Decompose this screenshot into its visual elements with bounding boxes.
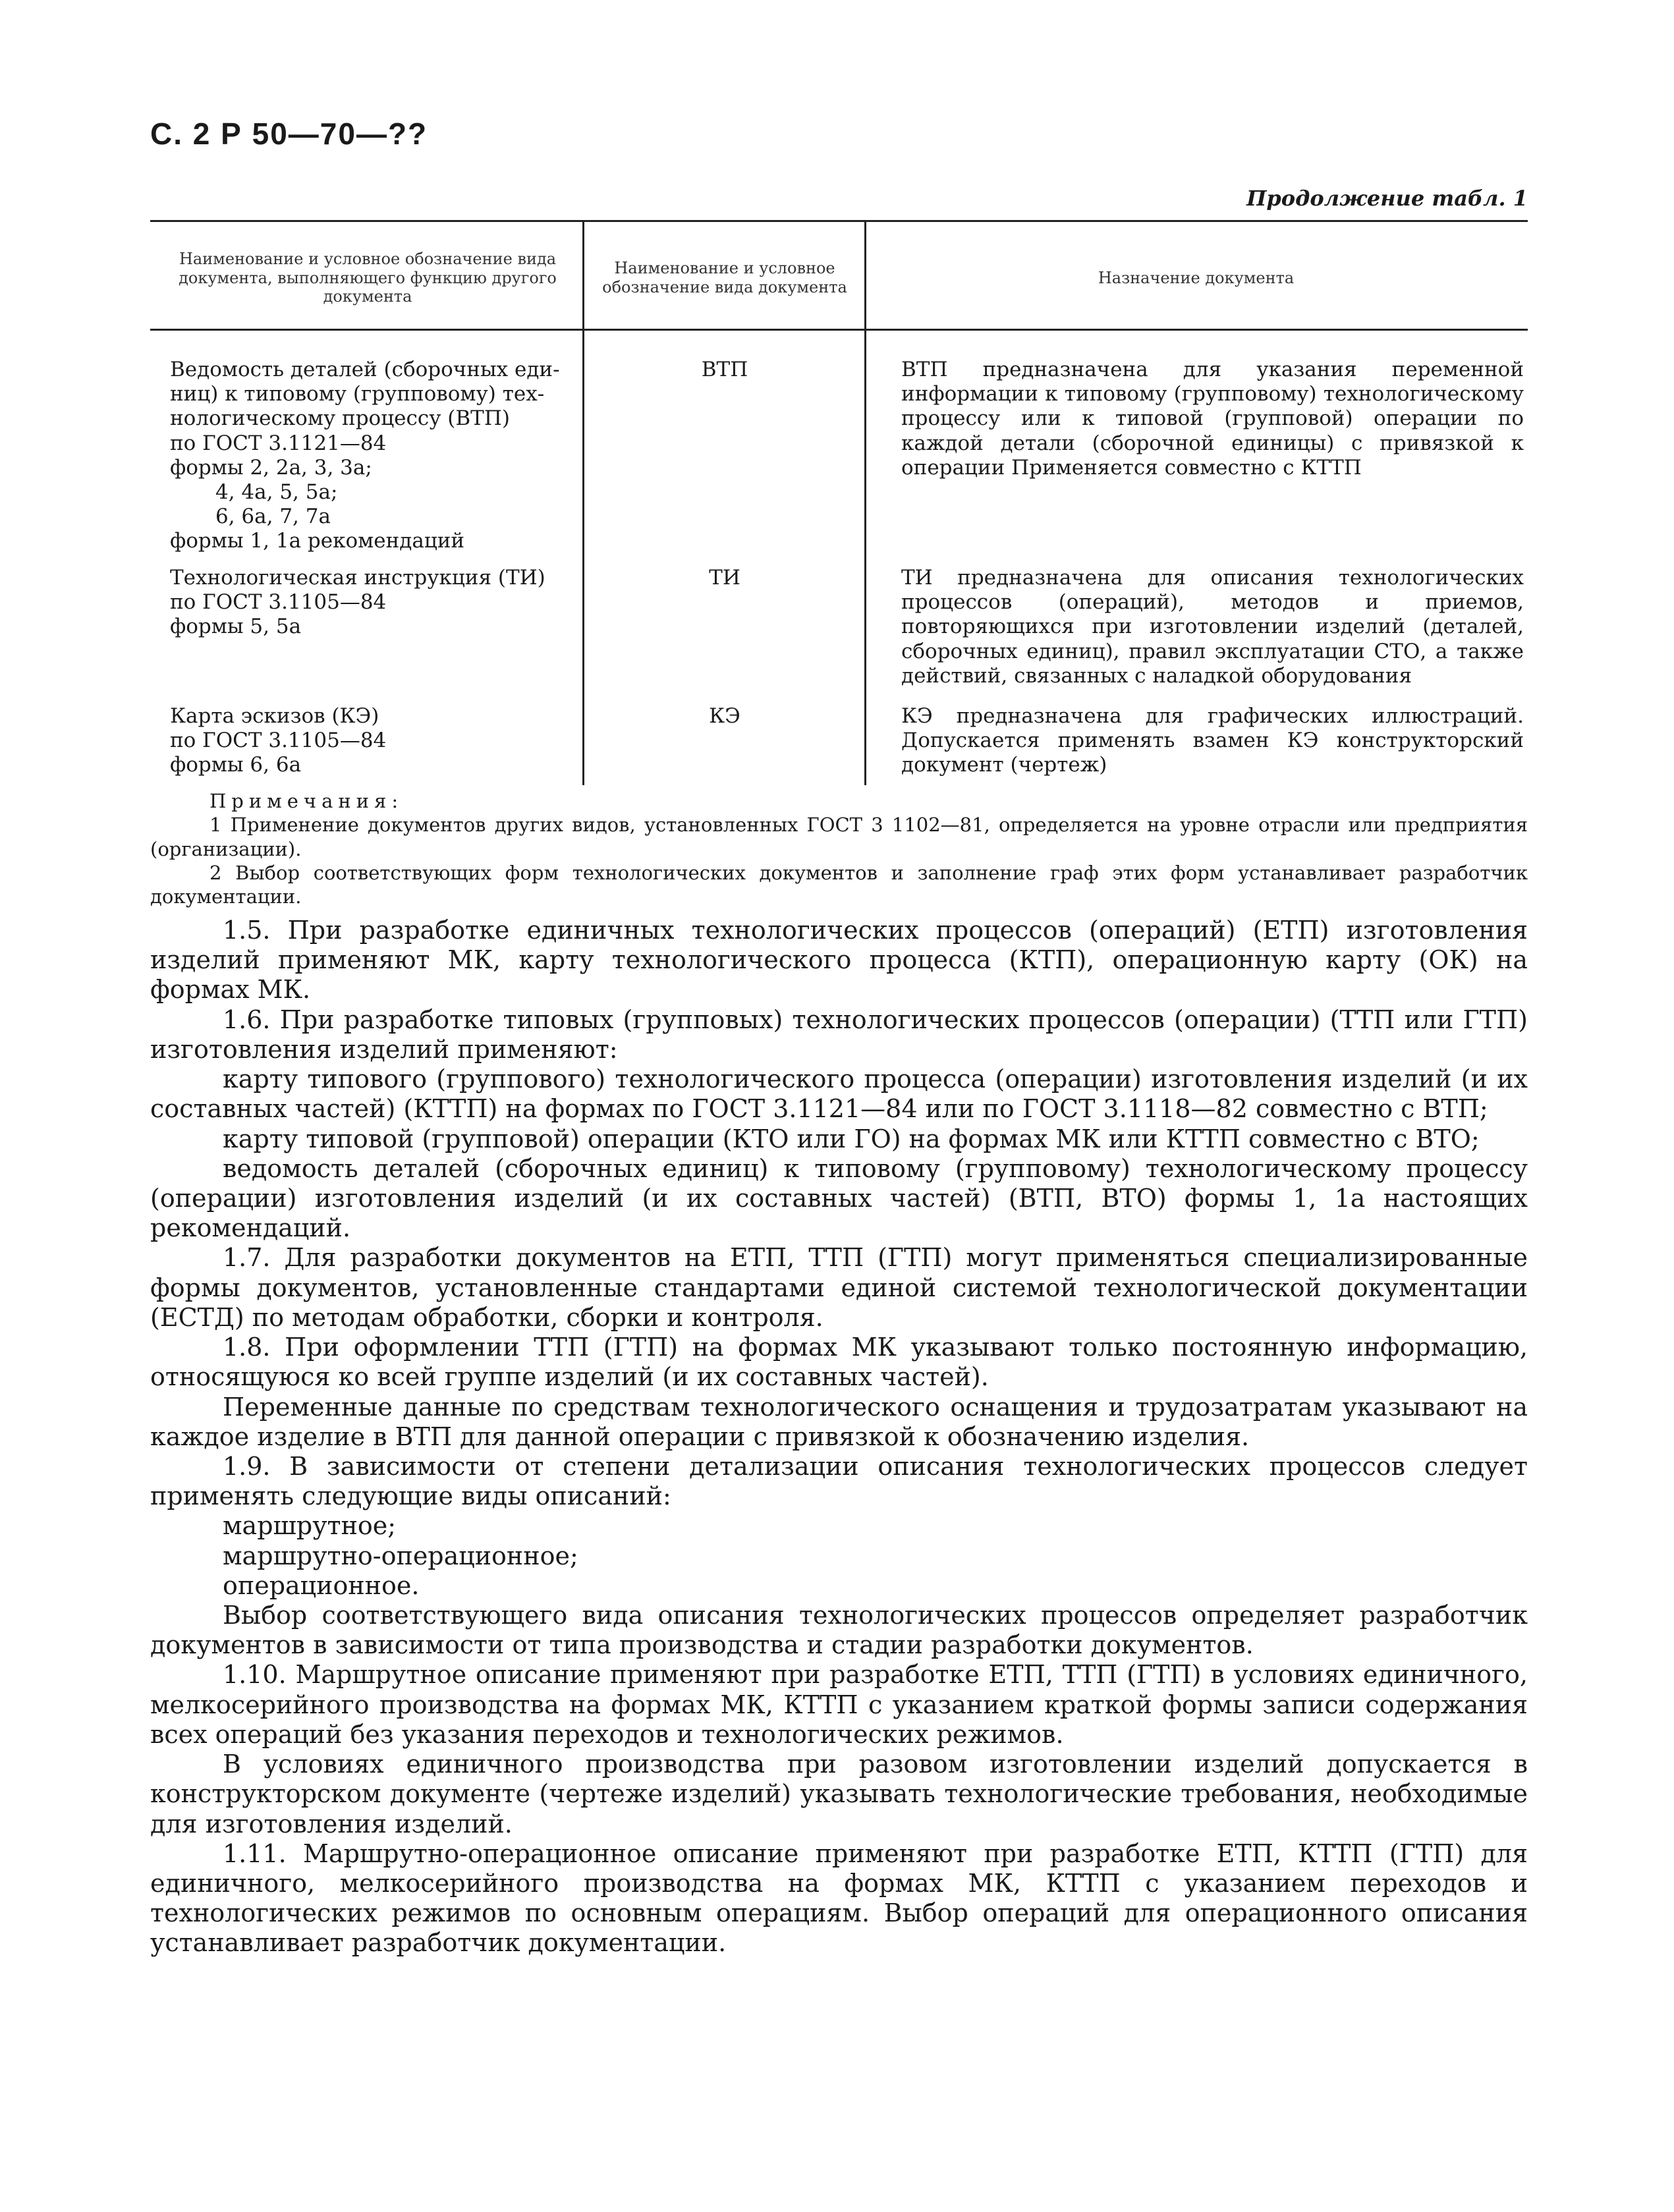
body-paragraph: В условиях единичного производства при разовом изготовлении изделий допускается в конструкторском документе (чертеже изделий) указывать технологические требования, необходимые для изготовления изделий. [150,1750,1528,1839]
body-paragraph: карту типовой (групповой) операции (КТО или ГО) на формах МК или КТТП совместно с ВТО; [223,1124,1480,1153]
notes-title: Примечания: [209,790,404,812]
body-paragraph: карту типового (группового) технологического процесса (операции) изготовления изделий (и их составных частей) (КТТП) на формах по ГОСТ 3.1121—84 или по ГОСТ 3.1118—82 совместно с ВТП; [150,1065,1528,1124]
body-paragraph: ведомость деталей (сборочных единиц) к типовому (групповому) технологическому процессу (операции) изготовления изделий (и их составных частей) (ВТП, ВТО) формы 1, 1а настоящих рекомендаций. [150,1153,1528,1243]
body-paragraph: 1.11. Маршрутно-операционное описание применяют при разработке ЕТП, КТТП (ГТП) для единичного, мелкосерийного производства на формах МК, КТТП с указанием переходов и технологических режимов по основным операциям. Выбор операций для операционного описания устанавливает разработчик документации. [150,1839,1528,1958]
table-row-purpose: ВТП предназначена для указания переменной информации к типовому (групповому) технологическому процессу или к типовой (групповой) операции по каждой детали (сборочной единицы) с привязкой к операции Применяется совместно с КТТП [901,358,1524,480]
header-divider [150,329,1528,331]
column-divider [864,222,866,785]
body-paragraph: 1.5. При разработке единичных технологических процессов (операций) (ЕТП) изготовления изделий применяют МК, карту технологического процесса (КТП), операционную карту (ОК) на формах МК. [150,916,1528,1005]
table-continuation-label: Продолжение табл. 1 [1246,186,1528,211]
list-item: маршрутное; [223,1511,397,1541]
list-item: операционное. [223,1570,420,1600]
body-paragraph: 1.9. В зависимости от степени детализации описания технологических процессов следует применять следующие виды описаний: [150,1451,1528,1511]
body-paragraph: Переменные данные по средствам технологического оснащения и трудозатратам указывают на каждое изделие в ВТП для данной операции с привязкой к обозначению изделия. [150,1392,1528,1451]
body-paragraph: 1.8. При оформлении ТТП (ГТП) на формах МК указывают только постоянную информацию, относящуюся ко всей группе изделий (и их составных частей). [150,1333,1528,1392]
document-types-table [150,220,1528,785]
table-row-name: Технологическая инструкция (ТИ) по ГОСТ 3.1105—84 формы 5, 5а [170,566,545,639]
column-header-code: Наименование и условное обозначение вида документа [602,259,847,296]
column-divider [582,222,584,785]
table-row-purpose: ТИ предназначена для описания технологических процессов (операций), методов и приемов, повторяющихся при изготовлении изделий (деталей, сборочных единиц), правил эксплуатации СТО, а также действий, связанных с наладкой оборудования [901,566,1524,688]
table-row-name: Ведомость деталей (сборочных еди- ниц) к типовому (групповому) тех- нологическому процессу (ВТП) по ГОСТ 3.1121—84 формы 2, 2а, 3, 3а; 4, 4а, 5, 5а; 6, 6а, 7, 7а формы 1, 1а рекомендаций [170,358,560,553]
body-paragraph: Выбор соответствующего вида описания технологических процессов определяет разработчик документов в зависимости от типа производства и стадии разработки документов. [150,1601,1528,1660]
table-notes [150,789,1528,908]
column-header-purpose: Назначение документа [1098,268,1295,287]
table-row-code: ТИ [709,566,740,590]
list-item: маршрутно-операционное; [223,1541,578,1570]
table-row-code: ВТП [701,358,748,381]
note-item: 1 Применение документов других видов, установленных ГОСТ 3 1102—81, определяется на уровне отрасли или предприятия (организации). [150,814,1528,860]
table-row-code: КЭ [709,704,740,728]
table-row-name: Карта эскизов (КЭ) по ГОСТ 3.1105—84 формы 6, 6а [170,704,387,777]
table-row-purpose: КЭ предназначена для графических иллюстраций. Допускается применять взамен КЭ конструкторский документ (чертеж) [901,704,1524,777]
column-header-name: Наименование и условное обозначение вида документа, выполняющего функцию другого документа [179,249,557,306]
body-paragraph: 1.10. Маршрутное описание применяют при разработке ЕТП, ТТП (ГТП) в условиях единичного, мелкосерийного производства на формах МК, КТТП с указанием краткой формы записи содержания всех операций без указания переходов и технологических режимов. [150,1660,1528,1749]
note-item: 2 Выбор соответствующих форм технологических документов и заполнение граф этих форм устанавливает разработчик документации. [150,861,1528,908]
page-reference: С. 2 Р 50—70—?? [150,117,428,151]
body-paragraph: 1.6. При разработке типовых (групповых) технологических процессов (операции) (ТТП или ГТП) изготовления изделий применяют: [150,1005,1528,1064]
body-text [150,916,1528,1958]
body-paragraph: 1.7. Для разработки документов на ЕТП, ТТП (ГТП) могут применяться специализированные формы документов, установленные стандартами единой системой технологической документации (ЕСТД) по методам обработки, сборки и контроля. [150,1243,1528,1332]
